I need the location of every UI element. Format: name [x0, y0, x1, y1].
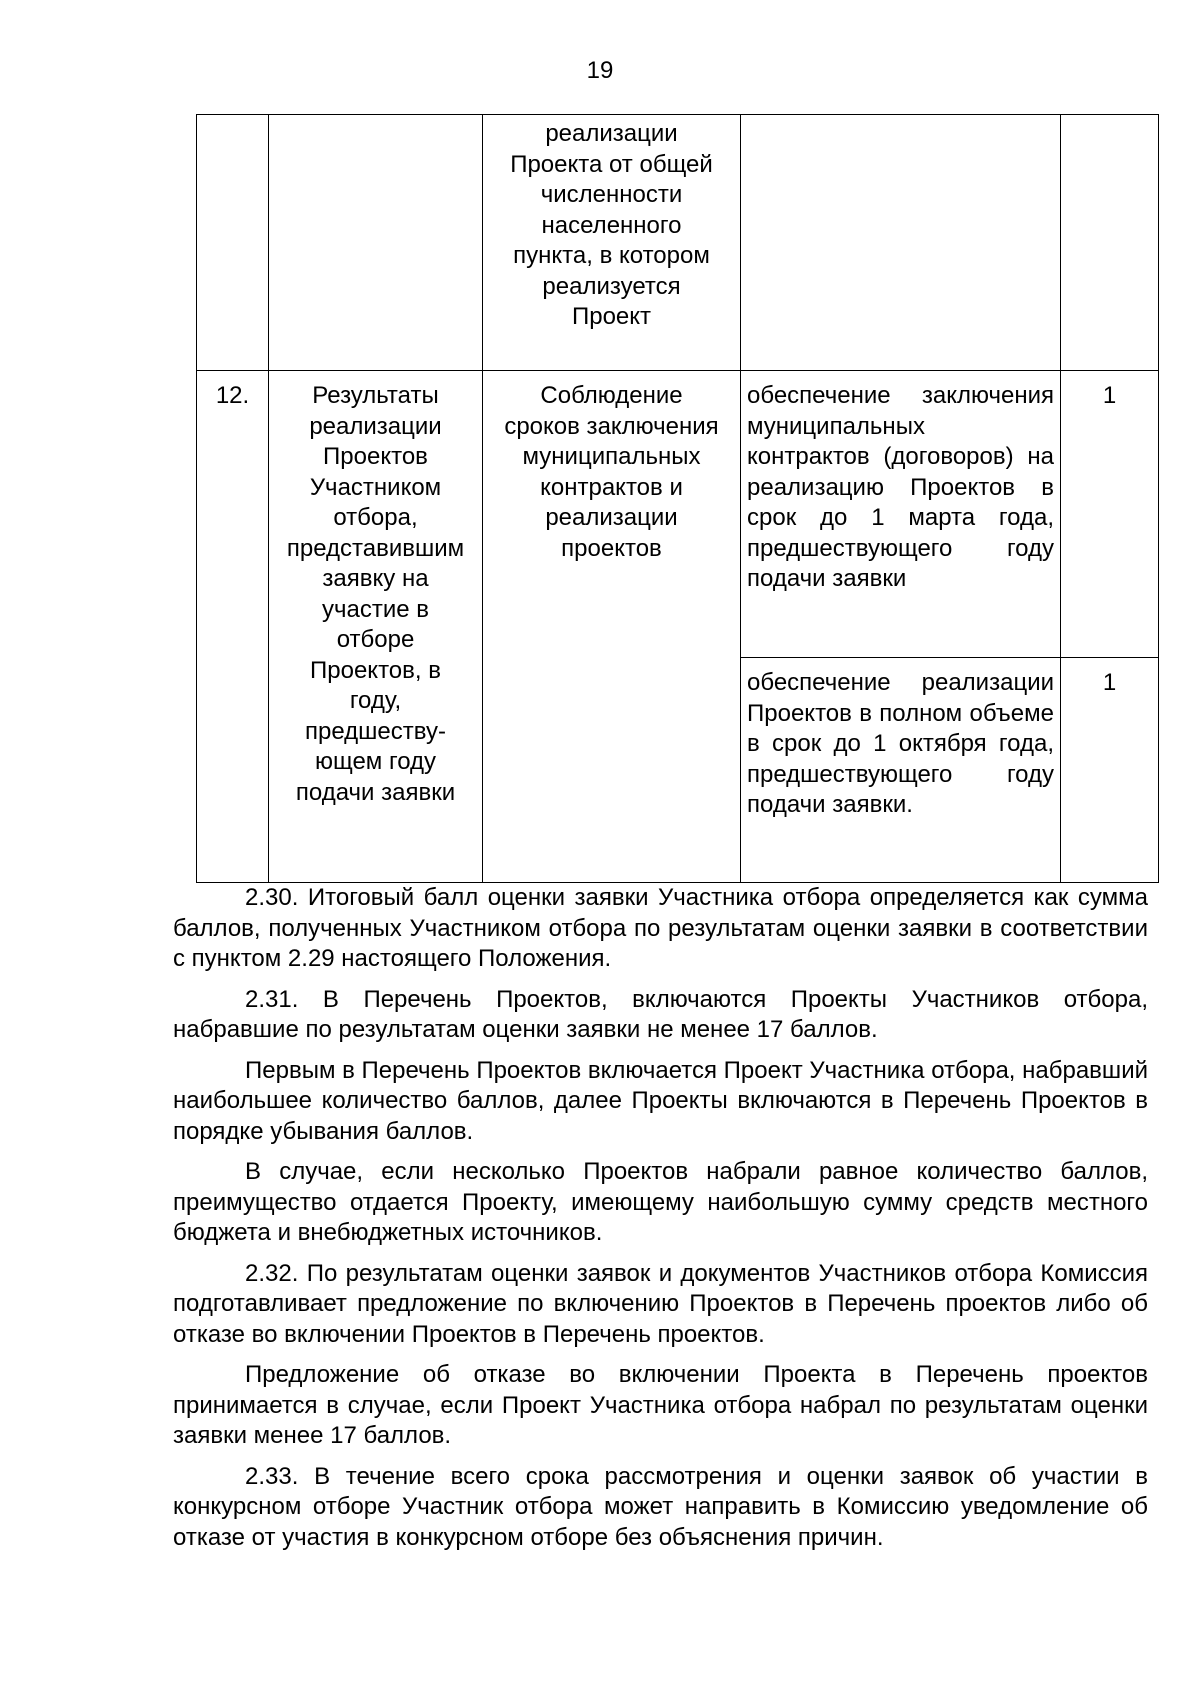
cell-number-empty [197, 115, 269, 371]
cell-group: Результаты реализации Проектов Участником отбора, представившим заявку на участие в отборе Проектов, в году, предшеству- ющем году подачи заявки [269, 371, 483, 883]
cell-condition-2: обеспечение реализации Проектов в полном объеме в срок до 1 октября года, предшествующего году подачи заявки. [741, 658, 1061, 883]
cell-criterion-continued: реализации Проекта от общей численности населенного пункта, в котором реализуется Проект [483, 115, 741, 371]
row-number: 12. [197, 371, 269, 883]
paragraph-2-31: 2.31. В Перечень Проектов, включаются Проекты Участников отбора, набравшие по результатам оценки заявки не менее 17 баллов. [173, 985, 1148, 1043]
paragraph-2-33: 2.33. В течение всего срока рассмотрения и оценки заявок об участии в конкурсном отборе Участник отбора может направить в Комиссию уведомление об отказе от участия в конкурсном отборе без объяснения причин. [173, 1462, 1148, 1551]
paragraph-equal-scores: В случае, если несколько Проектов набрали равное количество баллов, преимущество отдается Проекту, имеющему наибольшую сумму средств местного бюджета и внебюджетных источников. [173, 1158, 1148, 1246]
paragraph-order: Первым в Перечень Проектов включается Проект Участника отбора, набравший наибольшее количество баллов, далее Проекты включаются в Перечень Проектов в порядке убывания баллов. [173, 1056, 1148, 1145]
page-number: 19 [586, 57, 614, 84]
paragraph-refusal: Предложение об отказе во включении Проекта в Перечень проектов принимается в случае, если Проект Участника отбора набрал по результатам оценки заявки менее 17 баллов. [173, 1361, 1148, 1449]
cell-group-empty [269, 115, 483, 371]
cell-score-empty [1061, 115, 1159, 371]
paragraph-2-30: 2.30. Итоговый балл оценки заявки Участника отбора определяется как сумма баллов, полученных Участником отбора по результатам оценки заявки в соответствии с пунктом 2.29 настоящего Положения. [173, 884, 1148, 972]
criteria-table [196, 114, 1159, 883]
cell-condition-1: обеспечение заключения муниципальных контрактов (договоров) на реализацию Проектов в срок до 1 марта года, предшествующего году подачи заявки [741, 371, 1061, 658]
cell-criterion: Соблюдение сроков заключения муниципальных контрактов и реализации проектов [483, 371, 741, 883]
cell-score-1: 1 [1061, 371, 1159, 658]
cell-score-2: 1 [1061, 658, 1159, 883]
body-text [173, 883, 1148, 1563]
paragraph-2-32: 2.32. По результатам оценки заявок и документов Участников отбора Комиссия подготавливает предложение по включению Проектов в Перечень проектов либо об отказе во включении Проектов в Перечень проектов. [173, 1259, 1148, 1348]
cell-condition-empty [741, 115, 1061, 371]
table-row-12a [197, 371, 1159, 658]
table-row-continued [197, 115, 1159, 371]
